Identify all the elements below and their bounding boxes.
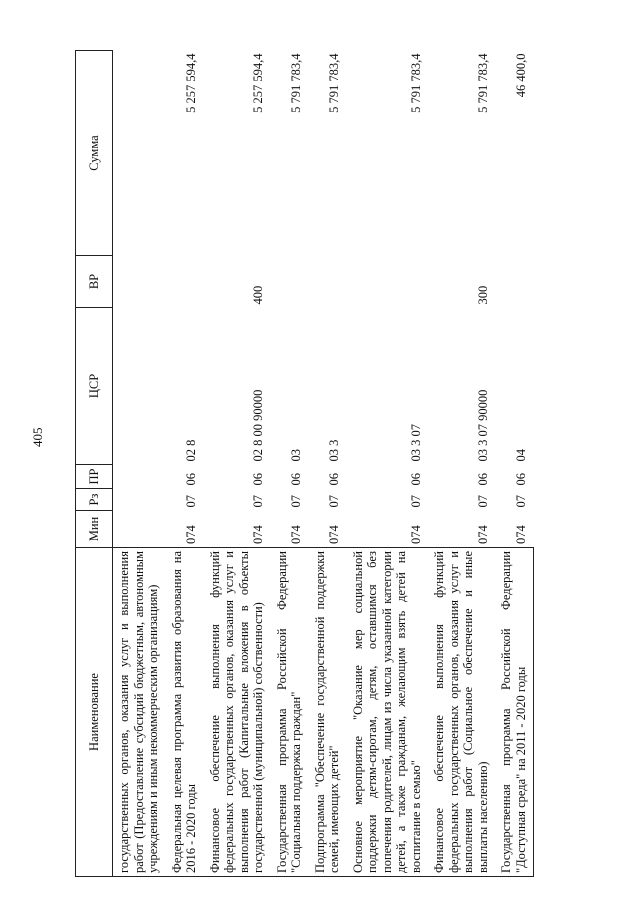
row-vr: [271, 256, 309, 308]
budget-table: [75, 50, 534, 877]
row-name: государственных органов, оказания услуг и выполнения работ (Предоставление субсидий бюджетным, автономным учреждениям и иным некоммерческим организациям): [113, 548, 166, 877]
row-sum: 5 791 783,4: [475, 53, 490, 113]
row-rz: 07: [514, 495, 528, 508]
row-pr: 06: [184, 473, 198, 486]
table-row: [309, 51, 347, 877]
table-row: [271, 51, 309, 877]
row-name: Государственная программа Российской Федерации "Доступная среда" на 2011 - 2020 годы: [495, 548, 534, 877]
row-min: 074: [475, 525, 490, 544]
row-rz: 07: [251, 495, 265, 508]
row-vr: 400: [251, 285, 265, 305]
row-vr: [166, 256, 204, 308]
row-pr: [113, 465, 166, 489]
row-rz: 07: [289, 495, 303, 508]
row-name: Финансовое обеспечение выполнения функций федеральных государственных органов, оказания услуг и выполнения работ (Капитальные вложения в объекты государственной (муниципальной) собственности): [204, 548, 271, 877]
table-header: [76, 51, 113, 877]
row-min: 074: [327, 525, 341, 544]
row-rz: 07: [408, 495, 423, 508]
row-csr: [113, 308, 166, 465]
row-pr: 06: [408, 473, 423, 486]
row-csr: 02 8 00 90000: [251, 389, 265, 462]
row-pr: 06: [327, 473, 341, 486]
header-name: Наименование: [76, 548, 113, 877]
table-row: [428, 51, 495, 877]
row-pr: 06: [289, 473, 303, 486]
row-rz: [113, 489, 166, 511]
row-sum: 5 257 594,4: [184, 53, 198, 113]
row-name: Государственная программа Российской Федерации "Социальная поддержка граждан": [271, 548, 309, 877]
row-rz: 07: [327, 495, 341, 508]
table-body: [113, 51, 534, 877]
row-name: Подпрограмма "Обеспечение государственной поддержки семей, имеющих детей": [309, 548, 347, 877]
row-rz: 07: [475, 495, 490, 508]
row-min: 074: [251, 525, 265, 544]
row-csr: 03 3 07: [408, 424, 423, 462]
row-sum: 5 791 783,4: [327, 53, 341, 113]
row-name: Основное мероприятие "Оказание мер социальной поддержки детям-сиротам, детям, оставшимся без попечения родителей, лицам из числа указанной категории детей, а также гражданам, желающим взять детей на воспитание в семью": [347, 548, 429, 877]
row-min: 074: [408, 525, 423, 544]
row-min: [113, 511, 166, 548]
row-vr: 300: [475, 285, 490, 305]
row-vr: [309, 256, 347, 308]
row-min: 074: [514, 525, 528, 544]
table-row: [166, 51, 204, 877]
row-pr: 06: [251, 473, 265, 486]
row-pr: 06: [514, 473, 528, 486]
row-csr: 03: [289, 449, 303, 462]
row-min: 074: [289, 525, 303, 544]
row-rz: 07: [184, 495, 198, 508]
header-rz: Рз: [76, 489, 113, 511]
row-csr: 03 3: [327, 439, 341, 462]
row-sum: 5 257 594,4: [251, 53, 265, 113]
row-name: Финансовое обеспечение выполнения функций федеральных государственных органов, оказания услуг и выполнения работ (Социальное обеспечение и иные выплаты населению): [428, 548, 495, 877]
row-vr: [347, 256, 429, 308]
row-vr: [495, 256, 534, 308]
row-sum: 5 791 783,4: [408, 53, 423, 113]
row-pr: 06: [475, 473, 490, 486]
row-vr: [113, 256, 166, 308]
row-csr: 03 3 07 90000: [475, 389, 490, 462]
row-csr: 02 8: [184, 439, 198, 462]
table-row: [204, 51, 271, 877]
page-number: 405: [30, 427, 45, 447]
row-sum: 5 791 783,4: [289, 53, 303, 113]
header-min: Мин: [76, 511, 113, 548]
row-sum: 46 400,0: [514, 53, 528, 98]
row-csr: 04: [514, 449, 528, 462]
row-min: 074: [184, 525, 198, 544]
header-pr: ПР: [76, 465, 113, 489]
row-sum: [113, 51, 166, 256]
table-row: [495, 51, 534, 877]
row-name: Федеральная целевая программа развития образования на 2016 - 2020 годы: [166, 548, 204, 877]
header-vr: ВР: [76, 256, 113, 308]
header-csr: ЦСР: [76, 308, 113, 465]
header-sum: Сумма: [76, 51, 113, 256]
table-row: [347, 51, 429, 877]
rotated-table-container: [75, 51, 608, 877]
table-row: [113, 51, 166, 877]
